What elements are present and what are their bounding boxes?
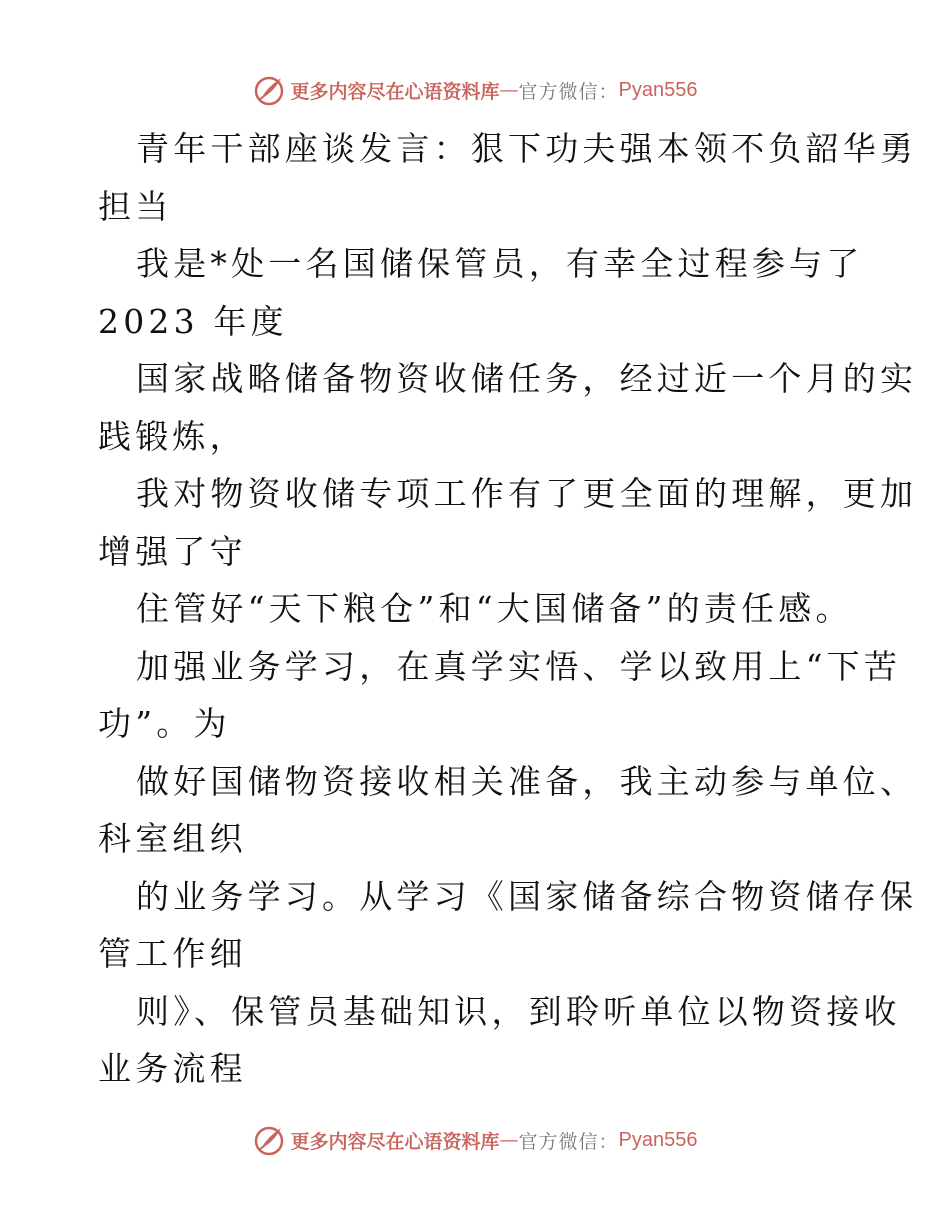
banner-brand: 更多内容尽在心语资料库 <box>290 80 500 103</box>
text-line: 我对物资收储专项工作有了更全面的理解，更加 <box>136 474 918 513</box>
text-line: 担当 <box>98 186 173 226</box>
text-line: 践锻炼， <box>98 416 247 456</box>
text-line: 住管好“天下粮仓”和“大国储备”的责任感。 <box>136 589 853 628</box>
text-line: 青年干部座谈发言：狠下功夫强本领不负韶华勇 <box>136 129 918 168</box>
text-line: 科室组织 <box>98 819 247 858</box>
quill-circle-logo-icon <box>253 1124 285 1156</box>
banner-dash: — <box>499 79 519 101</box>
quill-circle-logo-icon <box>253 74 285 106</box>
banner-brand: 更多内容尽在心语资料库 <box>290 1130 500 1153</box>
header-banner <box>0 70 950 110</box>
text-line: 则》、保管员基础知识，到聆听单位以物资接收 <box>136 991 901 1031</box>
footer-banner <box>0 1120 950 1160</box>
document-body <box>98 120 918 1098</box>
text-line: 业务流程 <box>98 1049 247 1088</box>
text-line: 做好国储物资接收相关准备，我主动参与单位、 <box>136 761 918 801</box>
banner-wechat-label: 官方微信： <box>518 1130 619 1153</box>
text-line: 增强了守 <box>98 531 247 571</box>
text-line: 我是*处一名国储保管员，有幸全过程参与了 <box>136 244 864 283</box>
banner-wechat-id: Pyan556 <box>618 78 698 101</box>
text-line: 国家战略储备物资收储任务，经过近一个月的实 <box>136 359 918 398</box>
banner-wechat-id: Pyan556 <box>618 1128 698 1151</box>
text-line: 2023 年度 <box>98 301 288 341</box>
text-line: 的业务学习。从学习《国家储备综合物资储存保 <box>136 876 918 916</box>
text-line: 管工作细 <box>98 934 247 973</box>
banner-dash: — <box>499 1129 519 1151</box>
banner-wechat-label: 官方微信： <box>518 80 619 103</box>
text-line: 加强业务学习，在真学实悟、学以致用上“下苦 <box>136 646 902 686</box>
text-line: 功”。为 <box>98 704 231 743</box>
